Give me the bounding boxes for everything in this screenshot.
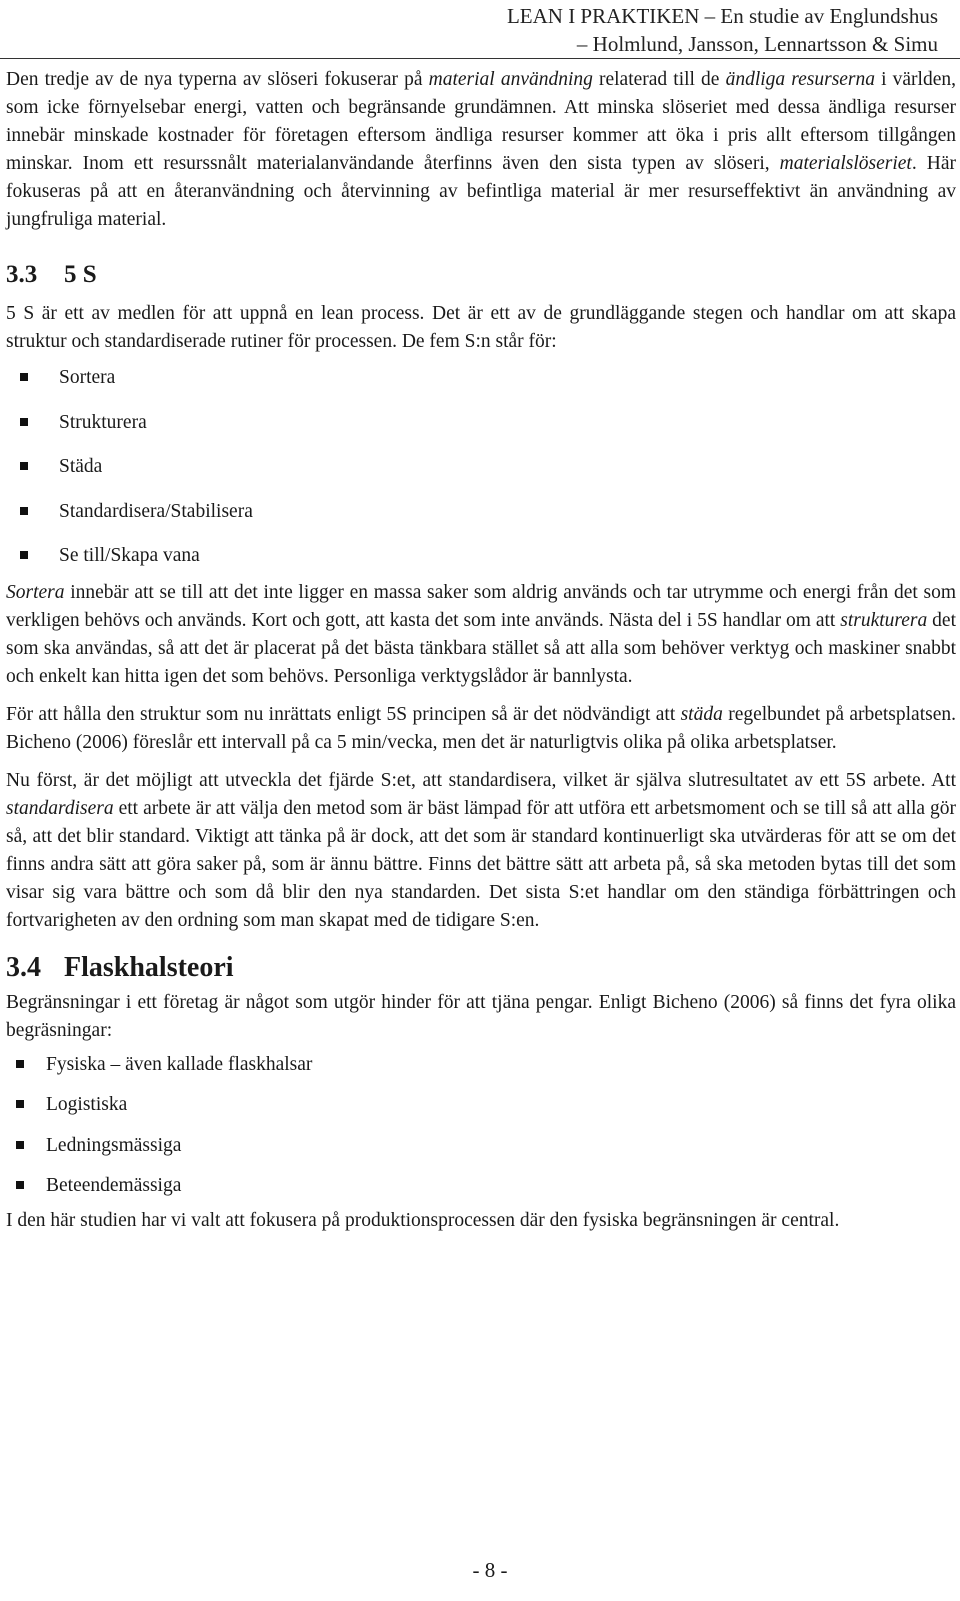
square-bullet-icon	[20, 507, 28, 515]
square-bullet-icon	[16, 1181, 24, 1189]
paragraph-standardisera: Nu först, är det möjligt att utveckla det fjärde S:et, att standardisera, vilket är själva slutresultatet av ett 5S arbete. Att standardisera ett arbete är att välja den metod som är bäst lämpad för att utföra ett arbetsmoment och se till så att alla gör så, att det blir standard. Viktigt att tänka på är dock, att det som är standard kontinuerligt ska utvärderas för att se om det finns andra sätt att göra saker på, som är ännu bättre. Finns det bättre sätt att arbeta på, så ska metoden bytas till det som visar sig vara bättre och som då blir den nya standarden. Det sista S:et handlar om den ständiga förbättringen och fortvarigheten av den ordning som man skapat med de tidigare S:en.	[6, 769, 956, 931]
paragraph-stada: För att hålla den struktur som nu inrättats enligt 5S principen så är det nödvändigt att städa regelbundet på arbetsplatsen. Bicheno (2006) föreslår ett intervall på ca 5 min/vecka, men det är naturligtvis olika på olika arbetsplatser.	[6, 703, 956, 753]
list-item: Se till/Skapa vana	[6, 534, 956, 579]
paragraph-constraints-intro: Begränsningar i ett företag är något som utgör hinder för att tjäna pengar. Enligt Bicheno (2006) så finns det fyra olika begräsningar:	[6, 991, 956, 1041]
section-heading-flaskhalsteori	[6, 951, 956, 985]
paragraph-5s-intro: 5 S är ett av medlen för att uppnå en lean process. Det är ett av de grundläggande stegen och handlar om att skapa struktur och standardiserade rutiner för processen. De fem S:n står för:	[6, 303, 956, 352]
section-number: 3.4	[6, 951, 41, 983]
paragraph-waste-types: Den tredje av de nya typerna av slöseri fokuserar på material användning relaterad till de ändliga resurserna i världen, som icke förnyelsebar energi, vatten och begränsande grundämnen. Att minska slöseriet med dessa ändliga resurser innebär minskade kostnader för företagen eftersom ändliga resurser kommer att öka i pris allt eftersom tillgången minskar. Inom ett resurssnålt materialanvändande återfinns även den sista typen av slöseri, materialslöseriet. Här fokuseras på att en återanvändning och återvinning av befintliga material är mer resurseffektivt än användning av jungfruliga material.	[6, 69, 957, 230]
header-rule	[0, 58, 960, 59]
square-bullet-icon	[20, 462, 28, 470]
running-header	[507, 2, 938, 58]
list-5s	[6, 356, 956, 579]
list-constraints	[6, 1045, 956, 1207]
list-item: Standardisera/Stabilisera	[6, 490, 956, 535]
list-item: Städa	[6, 445, 956, 490]
section-heading-5s	[6, 260, 956, 290]
list-item: Fysiska – även kallade flaskhalsar	[6, 1045, 956, 1086]
section-number: 3.3	[6, 261, 38, 288]
square-bullet-icon	[20, 373, 28, 381]
page-number: - 8 -	[472, 1558, 508, 1582]
page-content	[6, 66, 956, 1235]
section-title: 5 S	[64, 261, 97, 288]
list-item: Ledningsmässiga	[6, 1126, 956, 1167]
square-bullet-icon	[20, 418, 28, 426]
list-item: Sortera	[6, 356, 956, 401]
square-bullet-icon	[20, 551, 28, 559]
square-bullet-icon	[16, 1060, 24, 1068]
list-item: Beteendemässiga	[6, 1166, 956, 1207]
header-authors-line: – Holmlund, Jansson, Lennartsson & Simu	[576, 32, 938, 56]
list-item: Strukturera	[6, 401, 956, 446]
square-bullet-icon	[16, 1141, 24, 1149]
page-footer	[0, 1556, 960, 1584]
paragraph-sortera: Sortera innebär att se till att det inte ligger en massa saker som aldrig används och tar utrymme och energi från det som verkligen behövs och används. Kort och gott, att kasta det som inte används. Nästa del i 5S handlar om att strukturera det som ska användas, så att det är placerat på det bästa tänkbara stället så att alla som behöver verktyg och maskiner snabbt och enkelt kan hitta igen det som behövs. Personliga verktygslådor är bannlysta.	[6, 581, 957, 687]
paragraph-closing: I den här studien har vi valt att fokusera på produktionsprocessen där den fysiska begränsningen är central.	[6, 1209, 840, 1231]
list-item: Logistiska	[6, 1085, 956, 1126]
section-title: Flaskhalsteori	[64, 951, 234, 983]
square-bullet-icon	[16, 1100, 24, 1108]
header-title-line: LEAN I PRAKTIKEN – En studie av Englundshus	[506, 4, 938, 28]
